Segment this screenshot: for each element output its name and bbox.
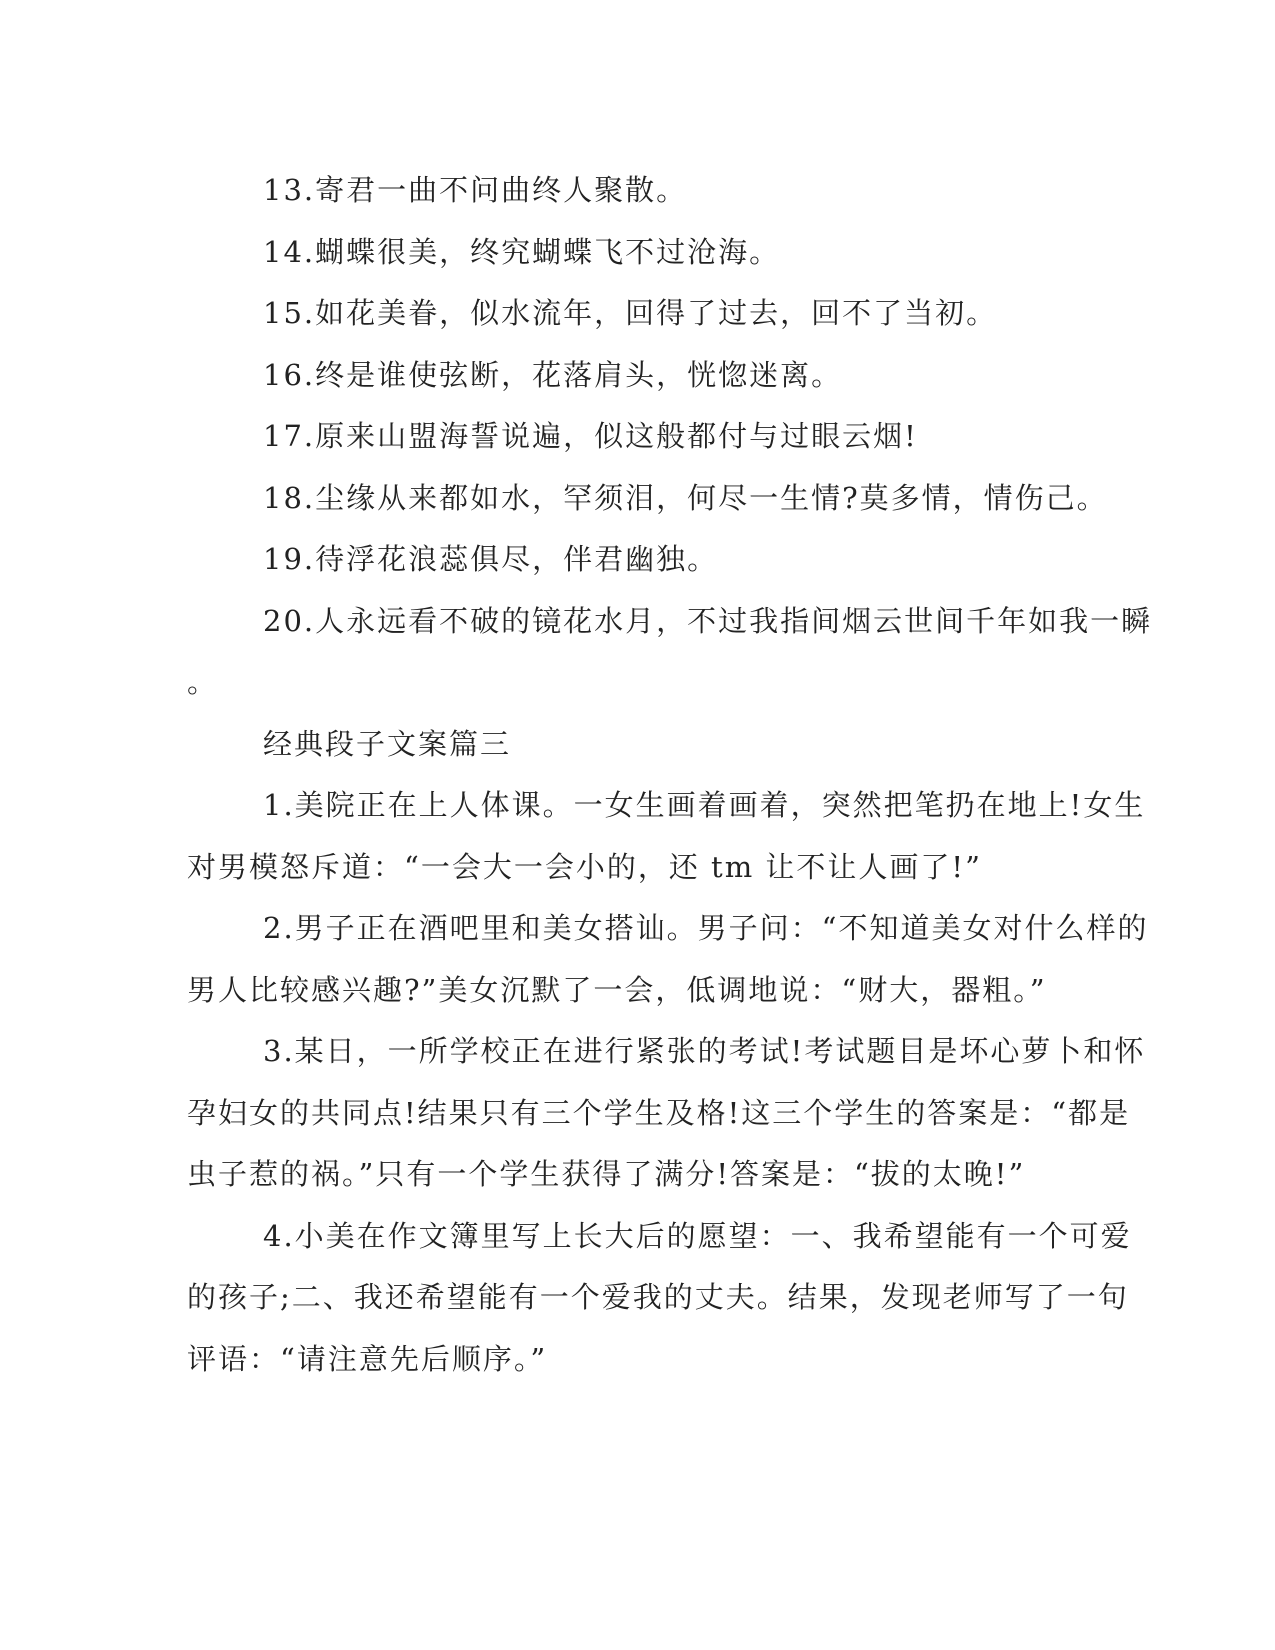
joke-3-line-2: 孕妇女的共同点!结果只有三个学生及格!这三个学生的答案是：“都是 <box>187 1095 1131 1130</box>
list-item: 15.如花美眷，似水流年，回得了过去，回不了当初。 <box>263 296 998 330</box>
list-item: 18.尘缘从来都如水，罕须泪，何尽一生情?莫多情，情伤己。 <box>263 480 1108 515</box>
joke-4-line-3: 评语：“请注意先后顺序。” <box>187 1341 548 1376</box>
joke-3-line-3: 虫子惹的祸。”只有一个学生获得了满分!答案是：“拔的太晚!” <box>187 1157 1026 1191</box>
list-item: 16.终是谁使弦断，花落肩头，恍惚迷离。 <box>263 357 843 392</box>
list-item-20-line-1: 20.人永远看不破的镜花水月，不过我指间烟云世间千年如我一瞬 <box>263 603 1153 638</box>
section-heading: 经典段子文案篇三 <box>263 726 512 761</box>
list-item-20-line-2: 。 <box>187 665 219 699</box>
joke-1-line-2: 对男模怒斥道：“一会大一会小的，还 tm 让不让人画了!” <box>187 849 982 884</box>
list-item: 14.蝴蝶很美，终究蝴蝶飞不过沧海。 <box>263 234 781 269</box>
list-item: 13.寄君一曲不问曲终人聚散。 <box>263 173 688 207</box>
document-body <box>187 160 1153 1390</box>
joke-1-line-1: 1.美院正在上人体课。一女生画着画着，突然把笔扔在地上!女生 <box>263 788 1146 822</box>
list-item: 19.待浮花浪蕊俱尽，伴君幽独。 <box>263 542 719 576</box>
joke-2-line-2: 男人比较感兴趣?”美女沉默了一会，低调地说：“财大，器粗。” <box>187 972 1047 1007</box>
joke-3-line-1: 3.某日，一所学校正在进行紧张的考试!考试题目是坏心萝卜和怀 <box>263 1034 1146 1068</box>
joke-2-line-1: 2.男子正在酒吧里和美女搭讪。男子问：“不知道美女对什么样的 <box>263 911 1149 945</box>
joke-4-line-2: 的孩子;二、我还希望能有一个爱我的丈夫。结果，发现老师写了一句 <box>187 1280 1129 1314</box>
joke-4-line-1: 4.小美在作文簿里写上长大后的愿望：一、我希望能有一个可爱 <box>263 1218 1132 1253</box>
list-item: 17.原来山盟海誓说遍，似这般都付与过眼云烟! <box>263 419 918 453</box>
